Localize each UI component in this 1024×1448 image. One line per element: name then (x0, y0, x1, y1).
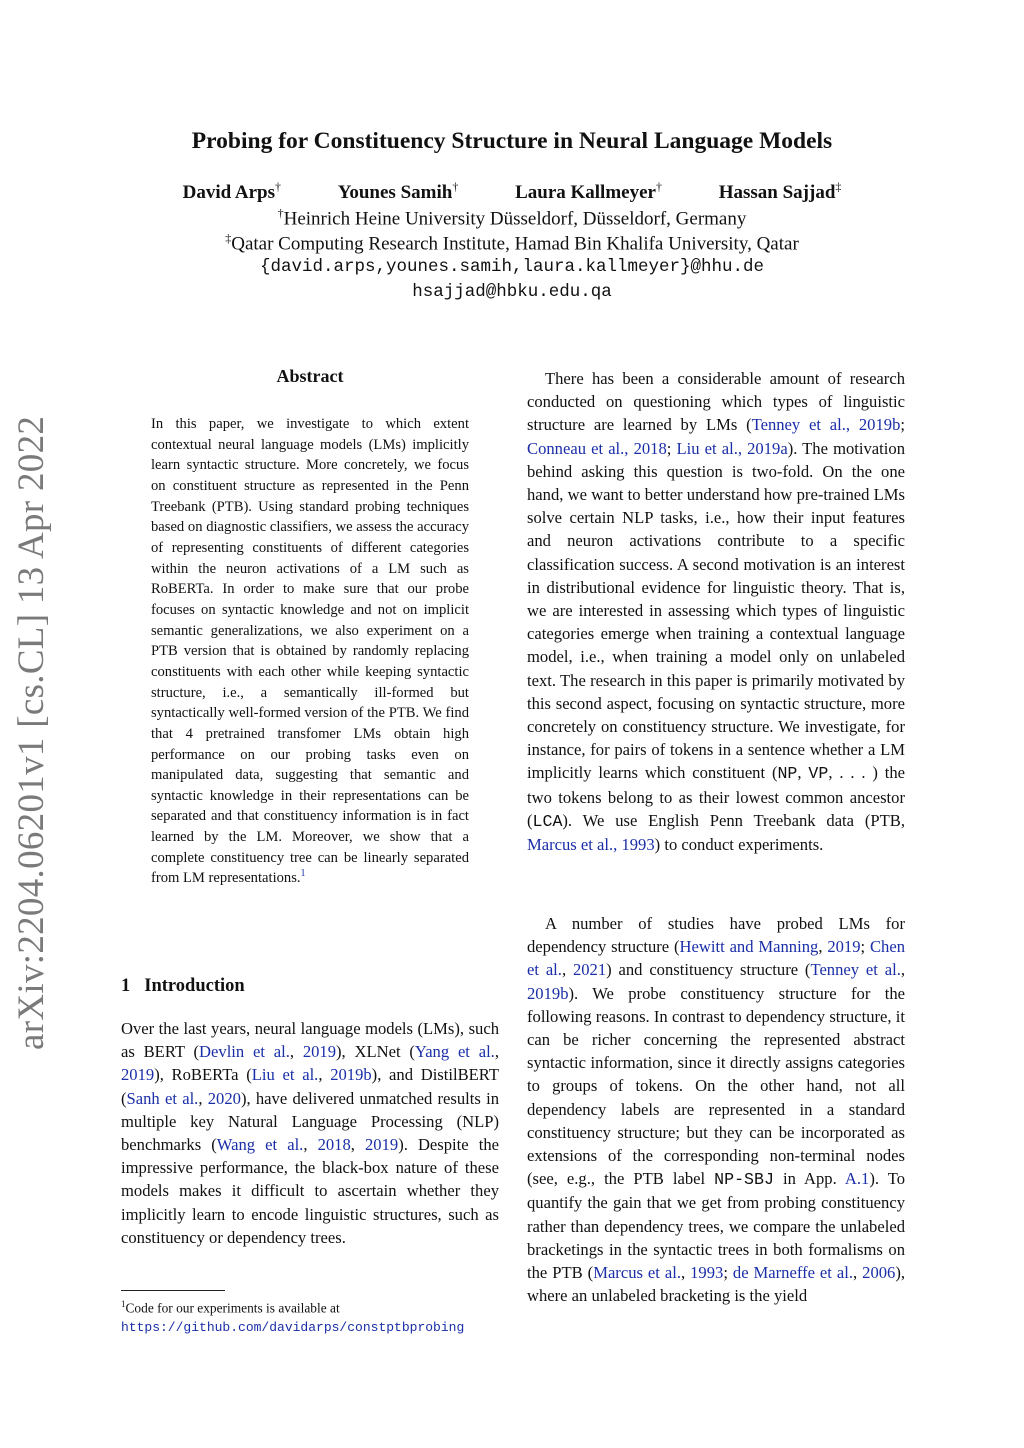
footnote: $^1$Code for our experiments is available at https://github.com/davidarps/constptbprobing (121, 1299, 465, 1336)
citation-link[interactable]: Sanh et al. (126, 1088, 199, 1108)
footnote-ref[interactable]: 1 (300, 868, 306, 880)
citation-link[interactable]: Wang et al. (216, 1135, 304, 1155)
citation-link[interactable]: 2019 (365, 1135, 399, 1155)
affiliation: †Heinrich Heine University Düsseldorf, Düsseldorf, Germany (277, 206, 747, 230)
citation-link[interactable]: Devlin et al. (199, 1042, 290, 1062)
author: Laura Kallmeyer† (515, 180, 662, 204)
citation-link[interactable]: 2018 (317, 1135, 351, 1155)
body-paragraph: A number of studies have probed LMs for dependency structure (Hewitt and Manning, 2019; Chen et al., 2021) and constituency structure (Tenney et al., 2019b). We probe constituency structure for the following reasons. In contrast to dependency structure, it can be richer concerning the represented abstract syntactic information, since it directly assigns categories to groups of tokens. On the other hand, not all dependency labels are represented in a standard constituency structure; but they can be incorporated as extensions of the corresponding non-terminal nodes (see, e.g., the PTB label NP-SBJ in App. A.1). To quantify the gain that we get from probing constituency rather than dependency trees, we compare the unlabeled bracketings in the syntactic trees in both formalisms on the PTB (Marcus et al., 1993; de Marneffe et al., 2006), where an unlabeled bracketing is the yield (527, 914, 906, 1306)
affiliation: ‡Qatar Computing Research Institute, Hamad Bin Khalifa University, Qatar (225, 231, 799, 255)
citation-link[interactable]: Tenney et al. (810, 960, 901, 980)
citation-link[interactable]: 2019 (827, 937, 861, 957)
citation-link[interactable]: 1993 (690, 1263, 724, 1283)
citation-link[interactable]: 2006 (862, 1263, 896, 1283)
citation-link[interactable]: 2020 (207, 1088, 241, 1108)
citation-link[interactable]: Marcus et al. (593, 1263, 681, 1283)
author-email[interactable]: hsajjad@hbku.edu.qa (412, 282, 612, 302)
citation-link[interactable]: A.1 (844, 1169, 870, 1189)
citation-link[interactable]: Tenney et al., 2019b (751, 415, 901, 435)
syntactic-label: LCA (532, 811, 563, 831)
citation-link[interactable]: 2019 (302, 1042, 337, 1062)
citation-link[interactable]: Liu et al., 2019a (676, 438, 788, 458)
author: Hassan Sajjad‡ (718, 180, 842, 204)
citation-link[interactable]: Marcus et al., 1993 (527, 835, 655, 855)
body-paragraph: There has been a considerable amount of research conducted on questioning which types of linguistic structure are learned by LMs (Tenney et al., 2019b; Conneau et al., 2018; Liu et al., 2019a). The motivation behind asking this question is two-fold. On the one hand, we want to better understand how pre-trained LMs solve certain NLP tasks, i.e., how their input features and neuron activations contribute to a specific classification success. A second motivation is an interest in distributional evidence for linguistic theory. That is, we are interested in assessing which types of linguistic categories emerge when training a contextual language model, i.e., when training a model only on unlabeled text. The research in this paper is primarily motivated by this second aspect, focusing on syntactic structure, more concretely on constituency structure. We investigate, for instance, for pairs of tokens in a sentence whether a LM implicitly learns which constituent (NP, VP, . . . ) the two tokens belong to as their lowest common ancestor (LCA). We use English Penn Treebank data (PTB, Marcus et al., 1993) to conduct experiments. (527, 369, 906, 855)
author-list (0, 180, 1024, 204)
author: David Arps† (182, 180, 281, 204)
intro-paragraph: Over the last years, neural language models (LMs), such as BERT (Devlin et al., 2019), XLNet (Yang et al., 2019), RoBERTa (Liu et al., 2019b), and DistilBERT (Sanh et al., 2020), have delivered unmatched results in multiple key Natural Language Processing (NLP) benchmarks (Wang et al., 2018, 2019). Despite the impressive performance, the black-box nature of these models makes it difficult to ascertain whether they implicitly learn to encode linguistic structures, such as constituency or dependency trees. (121, 1019, 499, 1247)
citation-link[interactable]: de Marneffe et al. (732, 1263, 854, 1283)
citation-link[interactable]: Chen et al. (527, 937, 906, 980)
syntactic-label: VP (808, 764, 829, 784)
author: Younes Samih† (337, 180, 459, 204)
syntactic-label: NP (777, 764, 798, 784)
abstract-text: In this paper, we investigate to which extent contextual neural language models (LMs) implicitly learn syntactic structure. More concretely, we focus on constituent structure as represented in the Penn Treebank (PTB). Using standard probing techniques based on diagnostic classifiers, we assess the accuracy of representing constituents of different categories within the neuron activations of a LM such as RoBERTa. In order to make sure that our probe focuses on syntactic knowledge and not on implicit semantic generalizations, we also experiment on a PTB version that is obtained by randomly replacing constituents with each other while keeping syntactic structure, i.e., a semantically ill-formed but syntactically well-formed version of the PTB. We find that 4 pretrained transfomer LMs obtain high performance on our probing tasks even on manipulated data, suggesting that semantic and syntactic knowledge in their representations can be separated and that constituency information is in fact learned by the LM. Moreover, we show that a complete constituency tree can be linearly separated from LM representations.$^1$ (151, 416, 469, 887)
citation-link[interactable]: 2019b (330, 1065, 372, 1085)
abstract-heading: Abstract (276, 366, 344, 386)
section-heading-introduction: 1 Introduction (121, 976, 245, 996)
footnote-link[interactable]: https://github.com/davidarps/constptbprobing (121, 1320, 465, 1336)
arxiv-identifier: arXiv:2204.06201v1 [cs.CL] 13 Apr 2022 (11, 415, 52, 1050)
citation-link[interactable]: Yang et al. (414, 1042, 495, 1062)
citation-link[interactable]: 2021 (572, 960, 607, 980)
citation-link[interactable]: Hewitt and Manning (679, 937, 819, 957)
citation-link[interactable]: 2019 (121, 1065, 155, 1085)
author-emails[interactable]: {david.arps,younes.samih,laura.kallmeyer}@hhu.de (259, 257, 765, 277)
citation-link[interactable]: Conneau et al., 2018 (527, 438, 667, 458)
citation-link[interactable]: Liu et al. (251, 1065, 319, 1085)
paper-title: Probing for Constituency Structure in Neural Language Models (191, 128, 833, 154)
syntactic-label: NP-SBJ (714, 1170, 774, 1190)
footnote-divider (121, 1290, 225, 1291)
citation-link[interactable]: 2019b (527, 983, 569, 1003)
